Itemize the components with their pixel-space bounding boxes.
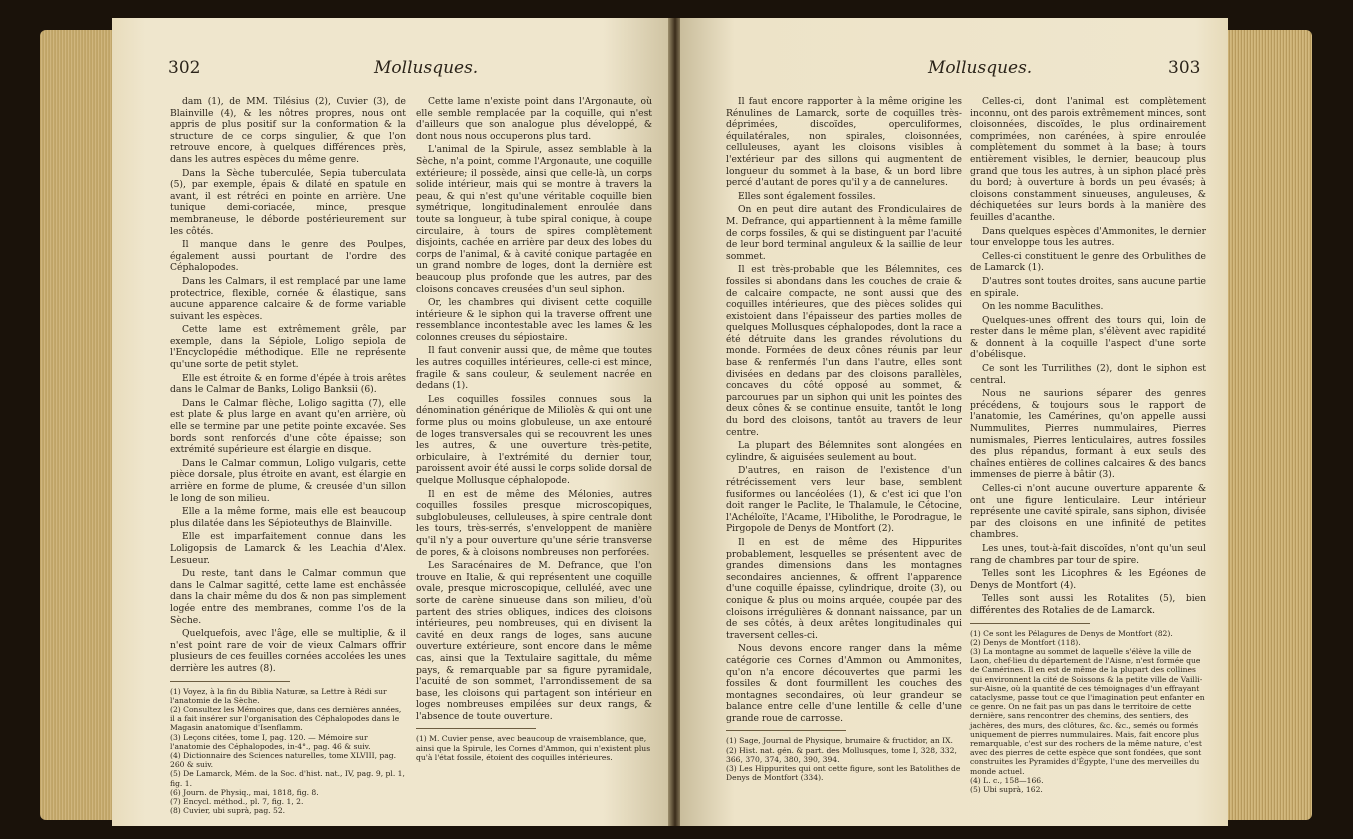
paragraph: Du reste, tant dans le Calmar commun que dans le Calmar sagitté, cette lame est enchâssée dans la chair même du dos & non pas simplement logée entre des membranes, comme l'os de la Sèche.	[170, 568, 406, 626]
paragraph: Dans quelques espèces d'Ammonites, le dernier tour enveloppe tous les autres.	[970, 225, 1206, 249]
footnote: (5) Ubi suprà, 162.	[970, 784, 1043, 794]
right-page-header	[680, 58, 1228, 82]
paragraph: D'autres sont toutes droites, sans aucune partie en spirale.	[970, 275, 1206, 299]
footnote: (4) L. c., 158—166.	[970, 775, 1044, 785]
paragraph: dam (1), de MM. Tilésius (2), Cuvier (3), de Blainville (4), & les nôtres propres, nous ont appris de plus positif sur la conformation & la structure de ce corps singulier, & que l'on retrouve encore, à quelques différences près, dans les autres espèces du même genre.	[170, 96, 406, 165]
footnote-divider	[970, 623, 1090, 624]
paragraph: Celles-ci, dont l'animal est complètement inconnu, ont des parois extrêmement minces, sont cloisonnées, discoïdes, le plus ordinairement comprimées, non carénées, à spire enroulée complètement du sommet à la base; à tours entièrement visibles, le dernier, beaucoup plus grand que tous les autres, à un siphon placé près du bord; à ouverture à bords un peu évasés; à cloisons constamment sinueuses, anguleuses, & déchiquetées sur leurs bords à la manière des feuilles d'acanthe.	[970, 96, 1206, 223]
footnote: (1) M. Cuvier pense, avec beaucoup de vraisemblance, que, ainsi que la Spirule, les Cornes d'Ammon, qui n'existent plus qu'à l'état fossile, étoient des coquilles intérieures.	[416, 734, 651, 762]
left-page	[112, 18, 670, 826]
right-page-number: 303	[1168, 58, 1201, 78]
paragraph: Cette lame n'existe point dans l'Argonaute, où elle semble remplacée par la coquille, qui n'est d'ailleurs que son analogue plus développé, & dont nous nous occuperons plus tard.	[416, 96, 652, 142]
paragraph: D'autres, en raison de l'existence d'un rétrécissement vers leur base, semblent fusiformes ou lancéolées (1), & c'est ici que l'on doit ranger le Paclite, le Thalamule, le Cétocine, l'Achéloïte, l'Acame, l'Hibolithe, le Porodrague, le Pirgopole de Denys de Montfort (2).	[726, 465, 962, 535]
paragraph: Il en est de même des Mélonies, autres coquilles fossiles presque microscopiques, subglobuleuses, celluleuses, à spire centrale dont les tours, très-serrés, s'enveloppent de manière qu'il n'y a pour ouverture qu'une série transverse de pores, & à cloisons nombreuses non perforées.	[416, 488, 652, 558]
footnotes	[170, 687, 406, 816]
paragraph: Celles-ci constituent le genre des Orbulithes de de Lamarck (1).	[970, 250, 1206, 274]
right-page-column-2	[970, 96, 1206, 794]
paragraph: Ce sont les Turrilithes (2), dont le siphon est central.	[970, 363, 1206, 386]
footnote: (1) Sage, Journal de Physique, brumaire & fructidor, an IX.	[726, 736, 953, 746]
footnote: (6) Journ. de Physiq., mai, 1818, fig. 8.	[170, 787, 319, 797]
footnote-divider	[416, 728, 536, 729]
paragraph: Elle est étroite & en forme d'épée à trois arêtes dans le Calmar de Banks, Loligo Banksii (6).	[170, 372, 406, 396]
right-running-head: Mollusques.	[928, 58, 1033, 78]
footnote: (5) De Lamarck, Mém. de la Soc. d'hist. nat., IV, pag. 9, pl. 1, fig. 1.	[170, 769, 405, 788]
paragraph: Celles-ci n'ont aucune ouverture apparente & ont une figure lenticulaire. Leur intérieur représente une cavité spirale, sans siphon, divisée par des cloisons en une infinité de petites chambres.	[970, 483, 1206, 541]
paragraph: Dans le Calmar commun, Loligo vulgaris, cette pièce dorsale, plus étroite en avant, est élargie en arrière en forme de plume, & creusée d'un sillon le long de son milieu.	[170, 457, 406, 504]
left-page-column-2	[416, 96, 652, 762]
footnote: (2) Hist. nat. gén. & part. des Mollusques, tome I, 328, 332, 366, 370, 374, 380, 390, 394.	[726, 745, 957, 764]
left-page-header	[112, 58, 670, 82]
paragraph: Telles sont aussi les Rotalites (5), bien différentes des Rotalies de de Lamarck.	[970, 593, 1206, 616]
footnote: (3) La montagne au sommet de laquelle s'élève la ville de Laon, chef-lieu du département de l'Aisne, n'est formée que de Camérines. Il en est de même de la plupart des collines qui environnent la cité de Soissons & la petite ville de Vailli-sur-Aisne, où la quantité de ces témoignages d'un effrayant cataclysme, passe tout ce que l'imagination peut enfanter en ce genre. On ne fait pas un pas dans le territoire de cette dernière, sans rencontrer des chemins, des sentiers, des jachères, des murs, des clôtures, &c. &c., semés ou formés uniquement de pierres nummulaires. Mais, fait encore plus remarquable, c'est sur des rochers de la même nature, c'est avec des pierres de cette espèce que sont fondées, que sont construites les Pyramides d'Égypte, l'une des merveilles du monde actuel.	[970, 646, 1205, 776]
paragraph: Dans le Calmar flèche, Loligo sagitta (7), elle est plate & plus large en avant qu'en arrière, où elle se termine par une petite pointe excavée. Ses bords sont renforcés d'une côte épaisse; son extrémité supérieure est élargie en disque.	[170, 397, 406, 456]
footnote: (1) Ce sont les Pélagures de Denys de Montfort (82).	[970, 628, 1173, 638]
paragraph: Elle a la même forme, mais elle est beaucoup plus dilatée dans les Sépioteuthys de Blainville.	[170, 506, 406, 529]
paragraph: Il est très-probable que les Bélemnites, ces fossiles si abondans dans les couches de craie & de calcaire compacte, ne sont aussi que des coquilles intérieures, que des pièces solides qui existoient dans l'épaisseur des parties molles de quelques Mollusques céphalopodes, dont la race a été détruite dans les grandes révolutions du monde. Formées de deux cônes réunis par leur base & renfermés l'un dans l'autre, elles sont divisées en dedans par des cloisons parallèles, concaves du côté opposé au sommet, & parcourues par un siphon qui unit les pointes des deux cônes & se continue ensuite, tantôt le long du bord des cloisons, tantôt au travers de leur centre.	[726, 264, 962, 438]
left-page-column-1	[170, 96, 406, 815]
left-running-head: Mollusques.	[374, 58, 479, 78]
footnote-divider	[726, 730, 846, 731]
paragraph: Elles sont également fossiles.	[738, 190, 876, 202]
left-page-number: 302	[168, 58, 201, 78]
paragraph: Il manque dans le genre des Poulpes, également aussi pourtant de l'ordre des Céphalopodes.	[170, 239, 406, 274]
paragraph: Quelquefois, avec l'âge, elle se multiplie, & il n'est point rare de voir de vieux Calmars offrir plusieurs de ces feuilles cornées accolées les unes derrière les autres (8).	[170, 628, 406, 674]
paragraph: Telles sont les Licophres & les Egéones de Denys de Montfort (4).	[970, 568, 1206, 591]
footnotes	[726, 736, 962, 782]
paragraph: Il faut convenir aussi que, de même que toutes les autres coquilles intérieures, celle-ci est mince, fragile & sans couleur, & seulement nacrée en dedans (1).	[416, 345, 652, 392]
left-page-edges	[40, 30, 114, 820]
paragraph: Les Saracénaires de M. Defrance, que l'on trouve en Italie, & qui représentent une coquille ovale, presque microscopique, celluléé, avec une sorte de carène sinueuse dans son milieu, d'où partent des stries obliques, indices des cloisons intérieures, peu nombreuses, qui en divisent la cavité en deux rangs de loges, sans aucune ouverture extérieure, sont encore dans le même cas, ainsi que la Textulaire sagittale, du même pays, & remarquable par sa figure pyramidale, l'acuité de son sommet, l'arrondissement de sa base, les cloisons qui partagent son intérieur en loges nombreuses empilées sur deux rangs, & l'absence de toute ouverture.	[416, 560, 652, 722]
paragraph: Dans les Calmars, il est remplacé par une lame protectrice, flexible, cornée & élastique, sans aucune apparence calcaire & de forme variable suivant les espèces.	[170, 275, 406, 322]
right-page-edges	[1226, 30, 1312, 820]
paragraph: Cette lame est extrêmement grêle, par exemple, dans la Sépiole, Loligo sepiola de l'Encyclopédie méthodique. Elle ne représente qu'une sorte de petit stylet.	[170, 324, 406, 371]
paragraph: Or, les chambres qui divisent cette coquille intérieure & le siphon qui la traverse offrent une ressemblance incontestable avec les lames & les colonnes creuses du sépiostaire.	[416, 297, 652, 343]
paragraph: Les coquilles fossiles connues sous la dénomination générique de Miliolès & qui ont une forme plus ou moins globuleuse, un axe entouré de loges transversales qui se recouvrent les unes les autres, & une ouverture très-petite, orbiculaire, à l'extrémité du dernier tour, paroissent avoir été aussi le corps solide dorsal de quelque Mollusque céphalopode.	[416, 393, 652, 486]
paragraph: La plupart des Bélemnites sont alongées en cylindre, & aiguisées seulement au bout.	[726, 440, 962, 463]
paragraph: On en peut dire autant des Frondiculaires de M. Defrance, qui appartiennent à la même famille de corps fossiles, & qui se distinguent par l'acuité de leur bord terminal anguleux & la saillie de leur sommet.	[726, 204, 962, 262]
footnotes	[970, 629, 1206, 795]
paragraph: Elle est imparfaitement connue dans les Loligopsis de Lamarck & les Leachia d'Alex. Lesueur.	[170, 531, 406, 566]
paragraph: Il faut encore rapporter à la même origine les Rénulines de Lamarck, sorte de coquilles très-déprimées, discoïdes, operculiformes, équilatérales, non spirales, cloisonnées, celluleuses, ayant les cloisons visibles à l'extérieur par des sillons qui augmentent de longueur du sommet à la base, & un bord libre percé d'autant de pores qu'il y a de cannelures.	[726, 96, 962, 189]
right-page	[680, 18, 1228, 826]
footnotes	[416, 734, 652, 762]
footnote: (3) Leçons citées, tome I, pag. 120. — Mémoire sur l'anatomie des Céphalopodes, in-4°., pag. 46 & suiv.	[170, 732, 371, 751]
paragraph: Nous ne saurions séparer des genres précédens, & toujours sous le rapport de l'anatomie, les Camérines, qu'on appelle aussi Nummulites, Pierres nummulaires, Pierres numismales, Pierres lenticulaires, autres fossiles des plus répandus, formant à eux seuls des chaînes entières de collines calcaires & des bancs immenses de pierre à bâtir (3).	[970, 388, 1206, 481]
right-page-column-1	[726, 96, 962, 782]
footnote: (2) Consultez les Mémoires que, dans ces dernières années, il a fait insérer sur l'organisation des Céphalopodes dans le Magasin anatomique d'Isenflamm.	[170, 704, 402, 733]
footnote: (8) Cuvier, ubi suprà, pag. 52.	[170, 806, 286, 816]
footnote: (1) Voyez, à la fin du Biblia Naturæ, sa Lettre à Rédi sur l'anatomie de la Sèche.	[170, 686, 387, 705]
paragraph: Quelques-unes offrent des tours qui, loin de rester dans le même plan, s'élèvent avec rapidité & donnent à la coquille l'aspect d'une sorte d'obélisque.	[970, 314, 1206, 361]
paragraph: Dans la Sèche tuberculée, Sepia tuberculata (5), par exemple, épais & dilaté en spatule en avant, il est rétréci en pointe en arrière. Une tunique demi-coriacée, mince, presque membraneuse, le déborde postérieurement sur les côtés.	[170, 167, 406, 237]
footnote: (2) Denys de Montfort (118).	[970, 637, 1081, 647]
paragraph: Il en est de même des Hippurites probablement, lesquelles se présentent avec de grandes dimensions dans les montagnes secondaires anciennes, & offrent l'apparence d'une coquille épaisse, cylindrique, droite (3), ou conique & plus ou moins arquée, coupée par des cloisons irrégulières & donnant naissance, par un de ses côtés, à deux arêtes longitudinales qui traversent celles-ci.	[726, 536, 962, 641]
paragraph: On les nomme Baculithes.	[982, 301, 1104, 313]
footnote: (7) Encycl. méthod., pl. 7, fig. 1, 2.	[170, 796, 304, 806]
paragraph: Nous devons encore ranger dans la même catégorie ces Cornes d'Ammon ou Ammonites, qu'on n'a encore découvertes que parmi les fossiles & dont fourmillent les couches des montagnes secondaires, où leur grandeur se balance entre celle d'une lentille & celle d'une grande roue de carrosse.	[726, 643, 962, 724]
footnote: (3) Les Hippurites qui ont cette figure, sont les Batolithes de Denys de Montfort (334).	[726, 764, 961, 783]
footnote-divider	[170, 681, 290, 682]
paragraph: L'animal de la Spirule, assez semblable à la Sèche, n'a point, comme l'Argonaute, une coquille extérieure; il possède, ainsi que celle-là, un corps solide intérieur, mais qui se montre à travers la peau, & qui n'est qu'une véritable coquille bien symétrique, longitudinalement enroulée dans toute sa longueur, à tube spiral conique, à coupe circulaire, à tours de spires complètement disjoints, cachée en arrière par deux des lobes du corps de l'animal, & à cavité conique partagée en un grand nombre de loges, dont la dernière est beaucoup plus profonde que les autres, par des cloisons concaves creusées d'un seul siphon.	[416, 144, 652, 295]
footnote: (4) Dictionnaire des Sciences naturelles, tome XLVIII, pag. 260 & suiv.	[170, 750, 397, 770]
paragraph: Les unes, tout-à-fait discoïdes, n'ont qu'un seul rang de chambres par tour de spire.	[970, 542, 1206, 566]
